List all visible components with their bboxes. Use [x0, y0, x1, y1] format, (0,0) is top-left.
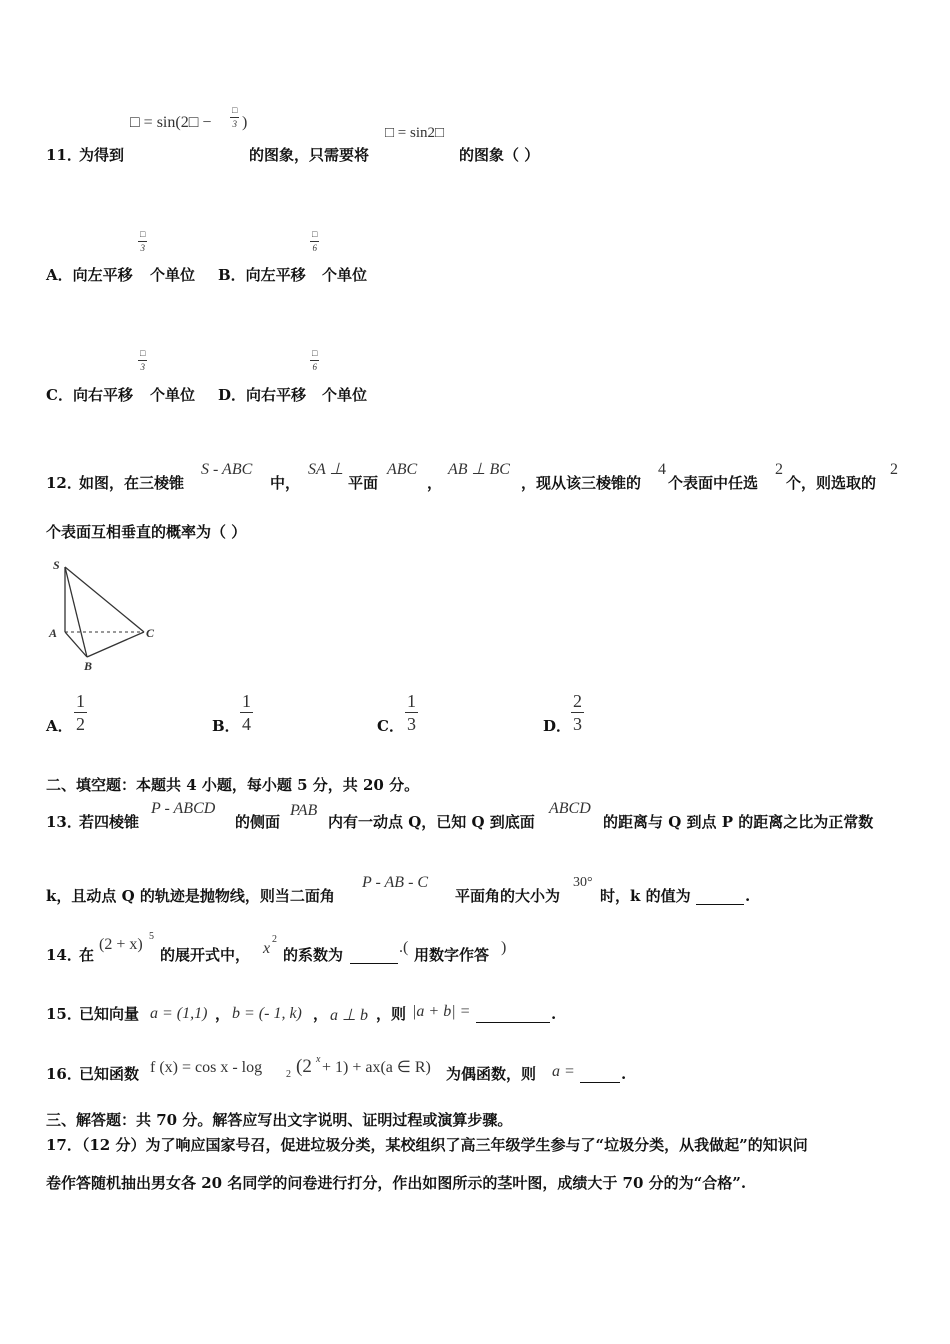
q11-option-a-unit: 个单位 — [150, 266, 196, 284]
q12-option-a-fraction: $\frac{1}{2}$ — [76, 691, 85, 734]
q16-end: . — [621, 1065, 627, 1083]
q14-text-2: 的展开式中， — [160, 946, 251, 964]
q16-number: 16． — [46, 1065, 82, 1083]
q13-answer-blank[interactable] — [696, 889, 744, 905]
q13-line2-math-1: P - AB - C — [362, 874, 429, 891]
q11-option-c-unit: 个单位 — [150, 386, 196, 404]
q14-text-4: 用数字作答 — [414, 946, 490, 964]
q11-number: 11． — [46, 146, 82, 164]
q12-math-3: ABC — [387, 461, 418, 478]
q12-option-c-fraction: $\frac{1}{3}$ — [407, 691, 416, 734]
q15-math-2: b = (- 1, k) — [232, 1005, 302, 1022]
q13-line2-math-2: 30° — [573, 875, 593, 890]
q16-answer-blank[interactable] — [580, 1067, 620, 1083]
q12-option-c-label[interactable]: C． — [377, 717, 404, 735]
vertex-label-a: A — [49, 626, 58, 640]
q12-number: 12． — [46, 474, 82, 492]
q13-math-1: P - ABCD — [151, 800, 216, 817]
q11-formula-target — [130, 112, 211, 131]
q14-text-1: 在 — [79, 946, 95, 964]
q15-end: . — [551, 1005, 557, 1023]
q12-line-2: 个表面互相垂直的概率为（ ） — [46, 523, 247, 541]
q15-text-4: ，则 — [376, 1005, 407, 1023]
q17-line-2: 卷作答随机抽出男女各 20 名同学的问卷进行打分，作出如图所示的茎叶图，成绩大于 70 分的为“合格”. — [46, 1174, 747, 1192]
q13-line2-text-1: k，且动点 Q 的轨迹是抛物线，则当二面角 — [46, 887, 335, 905]
q15-answer-blank[interactable] — [476, 1007, 550, 1023]
q12-text-5: ，现从该三棱锥的 — [521, 474, 642, 492]
section-2-heading: 二、填空题：本题共 4 小题，每小题 5 分，共 20 分。 — [46, 776, 420, 794]
q11-option-a-fraction: □ 3 — [140, 229, 146, 253]
q11-option-c-label[interactable]: C．向右平移 — [46, 386, 133, 404]
q11-option-c-fraction: □ 3 — [140, 348, 146, 372]
q15-text-1: 已知向量 — [79, 1005, 140, 1023]
q12-text-4: ， — [427, 474, 443, 492]
section-3-heading: 三、解答题：共 70 分。解答应写出文字说明、证明过程或演算步骤。 — [46, 1111, 513, 1129]
q14-text-3: 的系数为 — [283, 946, 344, 964]
q16-math-1-c: + 1) + ax(a ∈ R) — [322, 1059, 431, 1076]
q12-text-7: 个，则选取的 — [786, 474, 877, 492]
q11-option-b-fraction: □ 6 — [312, 229, 318, 253]
q12-math-7: 2 — [890, 461, 898, 478]
q12-math-4: AB ⊥ BC — [448, 461, 510, 478]
q11-formula-target-left: □ = sin(2□ − — [130, 114, 212, 131]
q12-text-6: 个表面中任选 — [668, 474, 759, 492]
vertex-label-s: S — [53, 558, 60, 572]
q13-math-2: PAB — [290, 802, 318, 819]
q11-option-a-label[interactable]: A．向左平移 — [46, 266, 133, 284]
q13-math-3: ABCD — [549, 800, 591, 817]
vertex-label-c: C — [146, 626, 155, 640]
q15-math-4: |a + b| = — [412, 1003, 471, 1020]
q15-math-1: a = (1,1) — [150, 1005, 208, 1022]
q17-line-1: 17．（12 分）为了响应国家号召，促进垃圾分类，某校组织了高三年级学生参与了“垃圾分类，从我做起”的知识问 — [46, 1136, 808, 1154]
q11-formula-target-right: ) — [242, 114, 248, 131]
q16-text-1: 已知函数 — [79, 1065, 140, 1083]
q11-option-d-label[interactable]: D．向右平移 — [218, 386, 307, 404]
q11-option-d-fraction: □ 6 — [312, 348, 318, 372]
q16-text-2: 为偶函数，则 — [446, 1065, 537, 1083]
q12-text-2: 中， — [270, 474, 301, 492]
q16-math-1-sup: x — [316, 1054, 321, 1065]
q11-formula-target-frac: □ 3 — [232, 105, 238, 129]
q11-option-d-unit: 个单位 — [322, 386, 368, 404]
q16-math-2: a = — [552, 1063, 575, 1080]
q13-line2-text-3: 时，k 的值为 — [600, 887, 691, 905]
q11-formula-source: □ = sin2□ — [385, 125, 445, 141]
q11-text-b: 的图象，只需要将 — [249, 146, 370, 164]
q15-number: 15． — [46, 1005, 82, 1023]
q13-text-1: 若四棱锥 — [79, 813, 140, 831]
q12-math-2: SA ⊥ — [308, 461, 344, 478]
q11-option-b-unit: 个单位 — [322, 266, 368, 284]
q12-math-5: 4 — [658, 461, 666, 478]
edge-bc — [87, 632, 144, 657]
q13-text-2: 的侧面 — [235, 813, 281, 831]
edge-sb — [65, 567, 87, 657]
vertex-label-b: B — [84, 659, 93, 673]
q12-math-1: S - ABC — [201, 461, 253, 478]
q16-math-1-b: (2 — [296, 1056, 312, 1077]
q14-answer-blank[interactable] — [350, 948, 398, 964]
q12-option-d-label[interactable]: D． — [543, 717, 572, 735]
q14-number: 14． — [46, 946, 82, 964]
q13-number: 13． — [46, 813, 82, 831]
q13-end: . — [745, 887, 751, 905]
q15-text-3: ， — [313, 1005, 329, 1023]
q14-math-2-sup: 2 — [272, 934, 277, 945]
q11-text-c: 的图象（ ） — [459, 146, 540, 164]
q12-option-a-label[interactable]: A． — [46, 717, 73, 735]
q14-math-1: (2 + x) — [99, 936, 143, 953]
q13-line2-text-2: 平面角的大小为 — [455, 887, 561, 905]
q14-end-close: ) — [501, 939, 507, 956]
q12-option-b-fraction: $\frac{1}{4}$ — [242, 691, 251, 734]
q16-math-1-sub: 2 — [286, 1069, 291, 1080]
q15-text-2: ， — [215, 1005, 231, 1023]
edge-sc — [65, 567, 144, 632]
q13-text-4: 的距离与 Q 到点 P 的距离之比为正常数 — [603, 813, 874, 831]
q12-text-1: 如图，在三棱锥 — [79, 474, 185, 492]
q16-math-1: f (x) = cos x - log — [150, 1059, 263, 1076]
q12-math-6: 2 — [775, 461, 783, 478]
q11-text-a: 为得到 — [79, 146, 125, 164]
q14-math-1-sup: 5 — [149, 931, 154, 942]
q13-text-3: 内有一动点 Q，已知 Q 到底面 — [328, 813, 535, 831]
q12-text-3: 平面 — [348, 474, 379, 492]
q12-option-b-label[interactable]: B． — [212, 717, 240, 735]
q12-option-d-fraction: $\frac{2}{3}$ — [573, 691, 582, 734]
q11-option-b-label[interactable]: B．向左平移 — [218, 266, 306, 284]
q14-math-2: x — [263, 940, 271, 957]
q12-pyramid-figure — [44, 552, 164, 677]
q15-math-3: a ⊥ b — [330, 1007, 368, 1024]
q14-end-open: .( — [399, 939, 409, 956]
